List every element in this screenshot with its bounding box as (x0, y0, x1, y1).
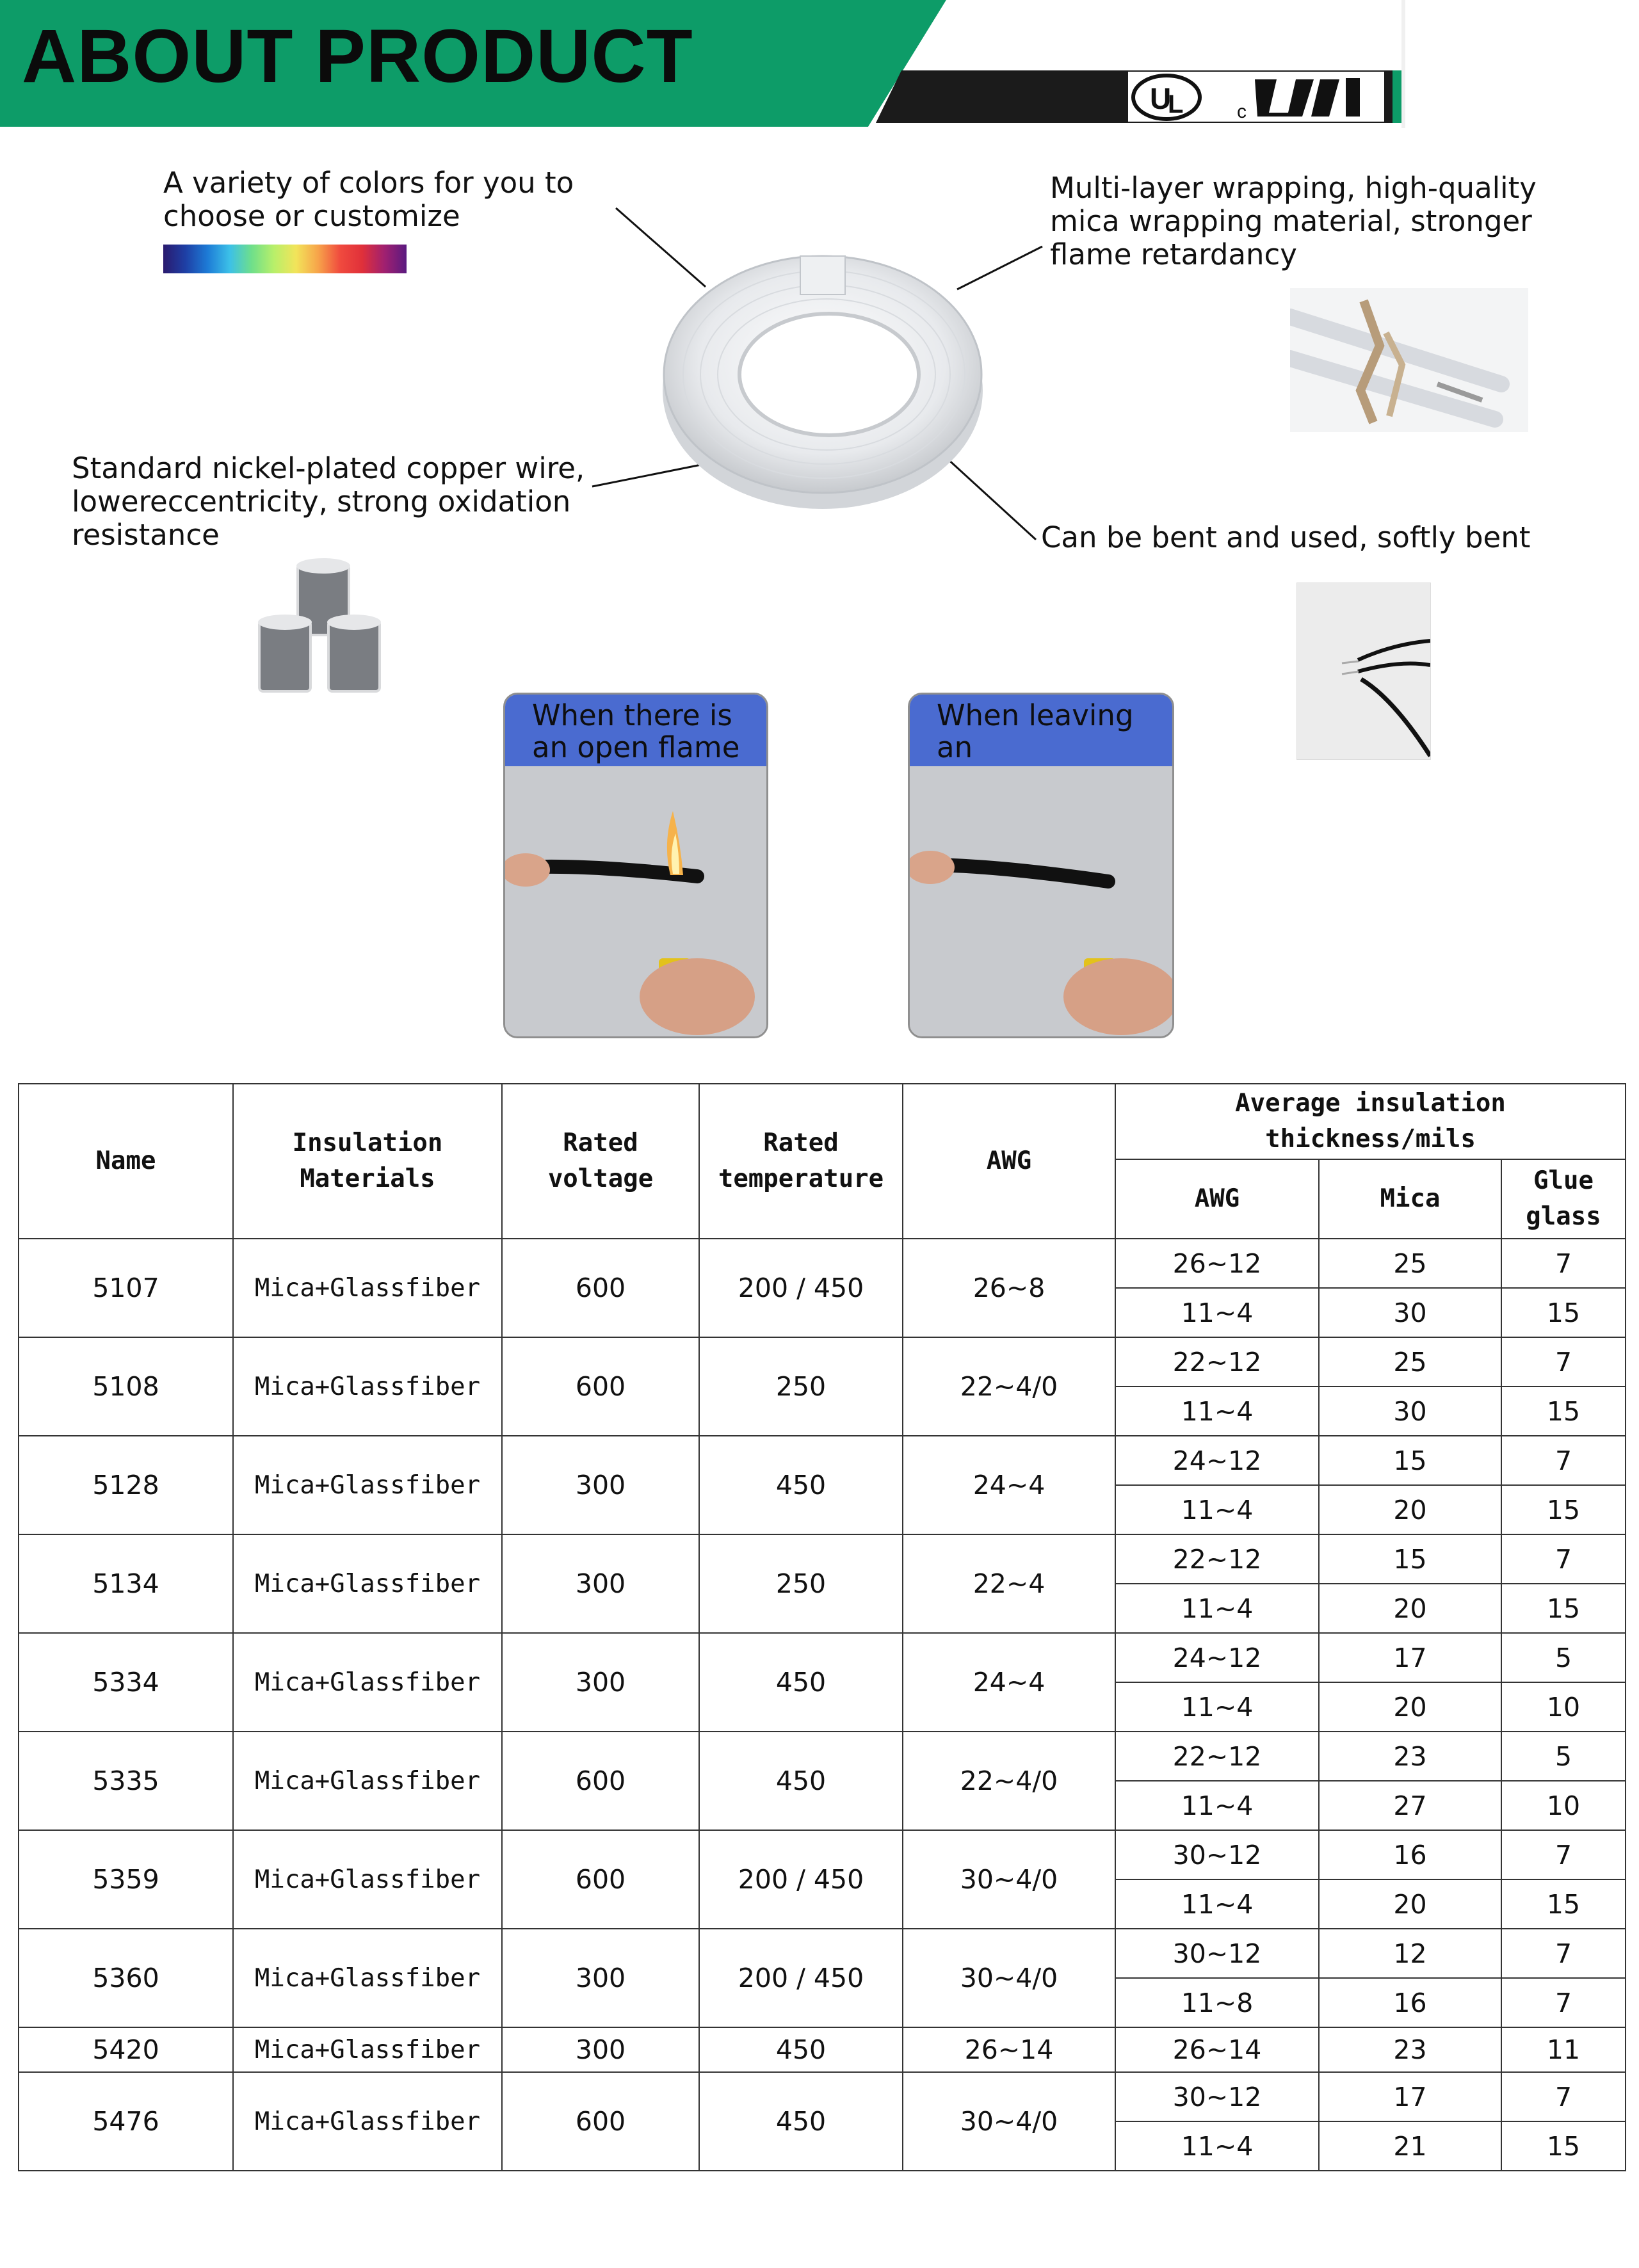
table-row (19, 2072, 1626, 2121)
cell-temperature: 450 (699, 1633, 903, 1732)
cell-voltage: 600 (502, 2072, 699, 2171)
cell-material: Mica+Glassfiber (233, 1929, 502, 2027)
cell-name: 5420 (19, 2027, 233, 2072)
table-row (19, 1436, 1626, 1485)
cell-temperature: 450 (699, 2027, 903, 2072)
table-row (19, 1732, 1626, 1781)
cell-awg: 30~4/0 (903, 1929, 1115, 2027)
cell-sub-glue: 15 (1501, 2121, 1626, 2171)
cell-material: Mica+Glassfiber (233, 1239, 502, 1337)
extinguished-wire-illustration (910, 766, 1172, 1036)
cell-sub-mica: 25 (1319, 1239, 1501, 1288)
flame-test-caption-off: When leaving an (910, 695, 1172, 766)
cell-awg: 24~4 (903, 1436, 1115, 1534)
cell-awg: 22~4 (903, 1534, 1115, 1633)
cell-voltage: 600 (502, 1830, 699, 1929)
table-row (19, 1633, 1626, 1682)
cell-sub-awg: 11~4 (1115, 1879, 1319, 1929)
cell-sub-mica: 20 (1319, 1584, 1501, 1633)
cell-sub-mica: 15 (1319, 1436, 1501, 1485)
cell-name: 5476 (19, 2072, 233, 2171)
cell-voltage: 300 (502, 1929, 699, 2027)
cell-sub-awg: 22~12 (1115, 1534, 1319, 1584)
cell-sub-glue: 5 (1501, 1732, 1626, 1781)
cell-sub-awg: 30~12 (1115, 1929, 1319, 1978)
cell-voltage: 600 (502, 1337, 699, 1436)
spec-table (18, 1083, 1626, 2171)
cell-sub-mica: 23 (1319, 1732, 1501, 1781)
cell-temperature: 200 / 450 (699, 1929, 903, 2027)
cell-sub-glue: 7 (1501, 1337, 1626, 1387)
cell-awg: 26~14 (903, 2027, 1115, 2072)
cell-material: Mica+Glassfiber (233, 2072, 502, 2171)
page-title: ABOUT PRODUCT (22, 14, 693, 99)
cell-material: Mica+Glassfiber (233, 2027, 502, 2072)
cell-sub-awg: 22~12 (1115, 1732, 1319, 1781)
cell-sub-awg: 11~4 (1115, 2121, 1319, 2171)
cell-temperature: 450 (699, 1732, 903, 1830)
table-row (19, 1239, 1626, 1288)
cell-name: 5107 (19, 1239, 233, 1337)
flame-test-caption-on: When there is an open flame (505, 695, 766, 766)
cell-sub-glue: 7 (1501, 1239, 1626, 1288)
header-temperature: Rated temperature (699, 1084, 903, 1239)
bent-wire-image (1296, 583, 1431, 760)
cell-voltage: 300 (502, 1534, 699, 1633)
cell-material: Mica+Glassfiber (233, 1534, 502, 1633)
header-name: Name (19, 1084, 233, 1239)
cell-name: 5128 (19, 1436, 233, 1534)
table-row (19, 2027, 1626, 2072)
cell-sub-awg: 30~12 (1115, 1830, 1319, 1879)
cell-sub-glue: 7 (1501, 1978, 1626, 2027)
cell-sub-glue: 15 (1501, 1879, 1626, 1929)
cell-sub-mica: 12 (1319, 1929, 1501, 1978)
table-row (19, 1830, 1626, 1879)
cell-temperature: 450 (699, 2072, 903, 2171)
header-sub-mica: Mica (1319, 1159, 1501, 1239)
cell-voltage: 300 (502, 1633, 699, 1732)
header-avg-thickness: Average insulation thickness/mils (1115, 1084, 1626, 1159)
cell-sub-mica: 17 (1319, 2072, 1501, 2121)
header-sub-glue: Glue glass (1501, 1159, 1626, 1239)
cell-temperature: 200 / 450 (699, 1830, 903, 1929)
cell-material: Mica+Glassfiber (233, 1436, 502, 1534)
cell-sub-mica: 23 (1319, 2027, 1501, 2072)
flame-test-card-off (908, 693, 1174, 1038)
cell-awg: 26~8 (903, 1239, 1115, 1337)
cell-voltage: 300 (502, 2027, 699, 2072)
cell-temperature: 250 (699, 1534, 903, 1633)
cell-awg: 30~4/0 (903, 1830, 1115, 1929)
wire-coil-image (656, 237, 989, 519)
copper-spools-image (253, 557, 407, 698)
header-sub-awg: AWG (1115, 1159, 1319, 1239)
cell-sub-mica: 15 (1319, 1534, 1501, 1584)
cell-name: 5334 (19, 1633, 233, 1732)
cell-sub-mica: 30 (1319, 1387, 1501, 1436)
cell-name: 5359 (19, 1830, 233, 1929)
cell-sub-awg: 11~4 (1115, 1781, 1319, 1830)
cell-temperature: 200 / 450 (699, 1239, 903, 1337)
cell-sub-awg: 11~4 (1115, 1387, 1319, 1436)
colors-note: A variety of colors for you to choose or customize (163, 166, 574, 233)
cell-material: Mica+Glassfiber (233, 1732, 502, 1830)
cell-sub-mica: 16 (1319, 1830, 1501, 1879)
cell-sub-glue: 7 (1501, 1830, 1626, 1879)
cell-sub-awg: 24~12 (1115, 1633, 1319, 1682)
cell-name: 5108 (19, 1337, 233, 1436)
cell-sub-glue: 15 (1501, 1288, 1626, 1337)
cell-awg: 22~4/0 (903, 1732, 1115, 1830)
cell-sub-awg: 22~12 (1115, 1337, 1319, 1387)
mica-wire-illustration (1290, 288, 1528, 432)
cell-sub-mica: 20 (1319, 1485, 1501, 1534)
cell-name: 5335 (19, 1732, 233, 1830)
cell-name: 5360 (19, 1929, 233, 2027)
cell-sub-mica: 20 (1319, 1879, 1501, 1929)
cell-voltage: 600 (502, 1732, 699, 1830)
cell-sub-glue: 15 (1501, 1387, 1626, 1436)
cell-voltage: 600 (502, 1239, 699, 1337)
svg-text:c: c (1237, 101, 1247, 122)
cell-sub-awg: 11~8 (1115, 1978, 1319, 2027)
cell-sub-mica: 16 (1319, 1978, 1501, 2027)
cell-sub-awg: 26~14 (1115, 2027, 1319, 2072)
mica-note: Multi-layer wrapping, high-quality mica wrapping material, stronger flame retardancy (1050, 171, 1537, 271)
bent-wire-illustration (1297, 583, 1430, 759)
header-voltage: Rated voltage (502, 1084, 699, 1239)
cell-awg: 22~4/0 (903, 1337, 1115, 1436)
cell-sub-awg: 30~12 (1115, 2072, 1319, 2121)
cell-name: 5134 (19, 1534, 233, 1633)
table-row (19, 1534, 1626, 1584)
cell-sub-glue: 15 (1501, 1485, 1626, 1534)
cell-sub-glue: 11 (1501, 2027, 1626, 2072)
cell-sub-glue: 5 (1501, 1633, 1626, 1682)
cell-sub-glue: 10 (1501, 1781, 1626, 1830)
mica-wrapping-image (1290, 288, 1528, 432)
cell-sub-mica: 30 (1319, 1288, 1501, 1337)
cell-sub-awg: 11~4 (1115, 1682, 1319, 1732)
svg-text:U: U (1150, 82, 1172, 115)
header-materials: Insulation Materials (233, 1084, 502, 1239)
cell-awg: 24~4 (903, 1633, 1115, 1732)
cell-sub-awg: 26~12 (1115, 1239, 1319, 1288)
table-row (19, 1929, 1626, 1978)
cell-material: Mica+Glassfiber (233, 1337, 502, 1436)
cell-sub-awg: 11~4 (1115, 1288, 1319, 1337)
copper-note: Standard nickel-plated copper wire, lowereccentricity, strong oxidation resistance (72, 451, 585, 552)
cell-sub-glue: 10 (1501, 1682, 1626, 1732)
flame-test-card-on (503, 693, 768, 1038)
cell-sub-awg: 11~4 (1115, 1485, 1319, 1534)
cell-sub-glue: 15 (1501, 1584, 1626, 1633)
cell-sub-mica: 25 (1319, 1337, 1501, 1387)
cell-sub-mica: 17 (1319, 1633, 1501, 1682)
cell-sub-awg: 11~4 (1115, 1584, 1319, 1633)
cell-voltage: 300 (502, 1436, 699, 1534)
spec-table-body (19, 1239, 1626, 2171)
cell-sub-mica: 21 (1319, 2121, 1501, 2171)
cell-sub-mica: 27 (1319, 1781, 1501, 1830)
cell-sub-glue: 7 (1501, 1436, 1626, 1485)
svg-text:L: L (1168, 90, 1184, 118)
burning-wire-illustration (505, 766, 766, 1036)
table-row (19, 1337, 1626, 1387)
cell-sub-glue: 7 (1501, 2072, 1626, 2121)
cell-awg: 30~4/0 (903, 2072, 1115, 2171)
cell-sub-glue: 7 (1501, 1534, 1626, 1584)
cell-material: Mica+Glassfiber (233, 1830, 502, 1929)
cell-temperature: 450 (699, 1436, 903, 1534)
cell-material: Mica+Glassfiber (233, 1633, 502, 1732)
bend-note: Can be bent and used, softly bent (1041, 520, 1531, 554)
header-awg: AWG (903, 1084, 1115, 1239)
spools-illustration (253, 557, 407, 698)
cell-sub-glue: 7 (1501, 1929, 1626, 1978)
cell-temperature: 250 (699, 1337, 903, 1436)
cell-sub-awg: 24~12 (1115, 1436, 1319, 1485)
cell-sub-mica: 20 (1319, 1682, 1501, 1732)
